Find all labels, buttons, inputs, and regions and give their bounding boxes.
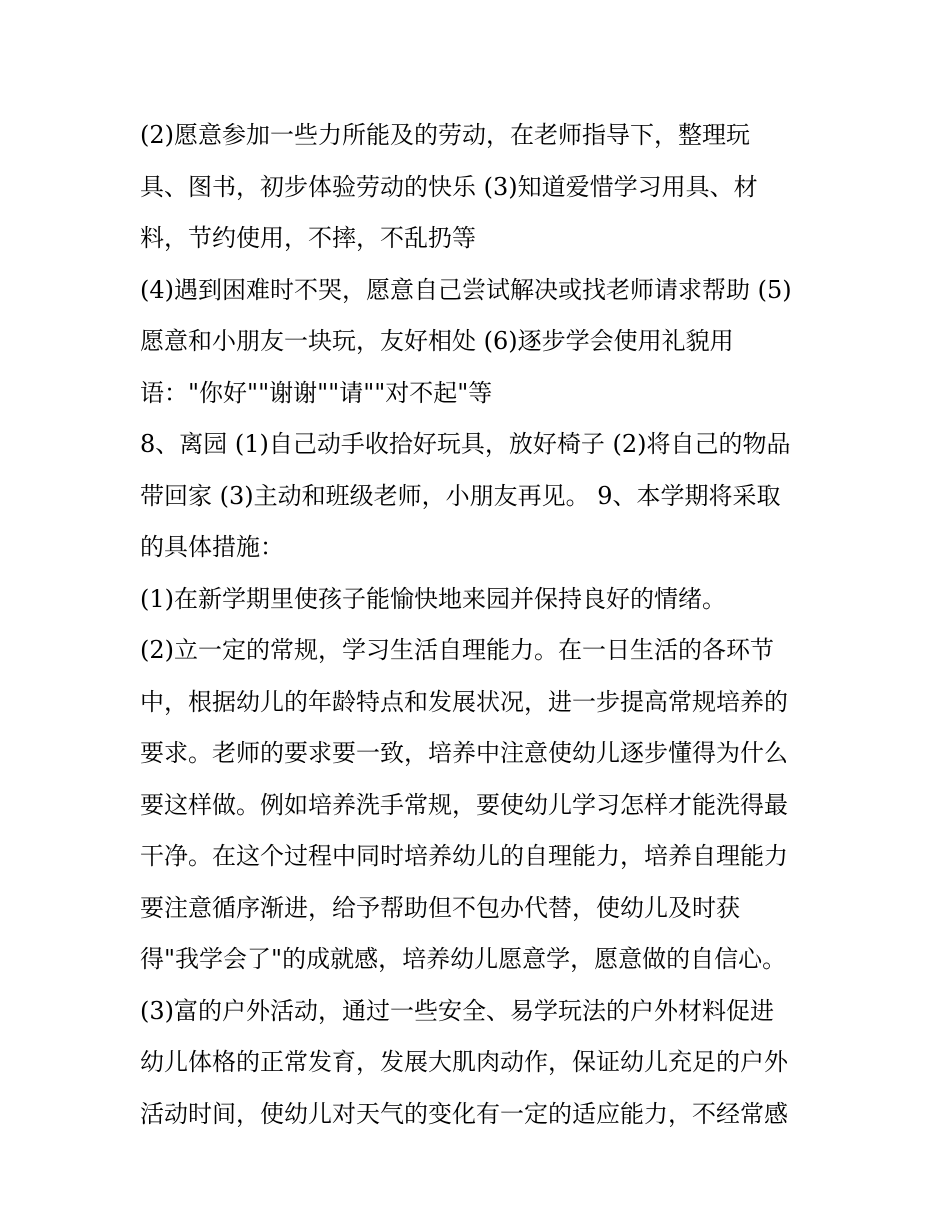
text-line: 料，节约使用，不摔，不乱扔等	[140, 224, 476, 252]
text-line: 得"我学会了"的成就感，培养幼儿愿意学，愿意做的自信心。	[140, 945, 787, 973]
text-line: 要注意循序渐进，给予帮助但不包办代替，使幼儿及时获	[140, 893, 740, 922]
text-line: 的具体措施：	[140, 533, 284, 561]
text-line: (2)愿意参加一些力所能及的劳动，在老师指导下，整理玩	[140, 121, 750, 149]
text-line: 要这样做。例如培养洗手常规，要使幼儿学习怎样才能洗得最	[140, 790, 788, 819]
text-line: 活动时间，使幼儿对天气的变化有一定的适应能力，不经常感	[140, 1099, 788, 1128]
text-line: (3)富的户外活动，通过一些安全、易学玩法的户外材料促进	[140, 996, 774, 1025]
document-body	[140, 110, 830, 1140]
text-line: (2)立一定的常规，学习生活自理能力。在一日生活的各环节	[140, 636, 774, 664]
text-line: 愿意和小朋友一块玩，友好相处 (6)逐步学会使用礼貌用	[140, 327, 734, 355]
text-line: 语："你好""谢谢""请""对不起"等	[140, 378, 493, 407]
text-line: 要求。老师的要求要一致，培养中注意使幼儿逐步懂得为什么	[140, 739, 788, 767]
text-line: 具、图书，初步体验劳动的快乐 (3)知道爱惜学习用具、材	[140, 172, 758, 201]
text-line: 幼儿体格的正常发育，发展大肌肉动作，保证幼儿充足的户外	[140, 1048, 788, 1076]
text-line: 8、离园 (1)自己动手收拾好玩具，放好椅子 (2)将自己的物品	[140, 430, 791, 458]
text-line: (4)遇到困难时不哭，愿意自己尝试解决或找老师请求帮助 (5)	[140, 275, 792, 304]
text-line: 干净。在这个过程中同时培养幼儿的自理能力，培养自理能力	[140, 842, 788, 870]
text-line: 带回家 (3)主动和班级老师，小朋友再见。 9、本学期将采取	[140, 481, 781, 510]
text-line: 中，根据幼儿的年龄特点和发展状况，进一步提高常规培养的	[140, 687, 788, 716]
text-line: (1)在新学期里使孩子能愉快地来园并保持良好的情绪。	[140, 584, 726, 613]
